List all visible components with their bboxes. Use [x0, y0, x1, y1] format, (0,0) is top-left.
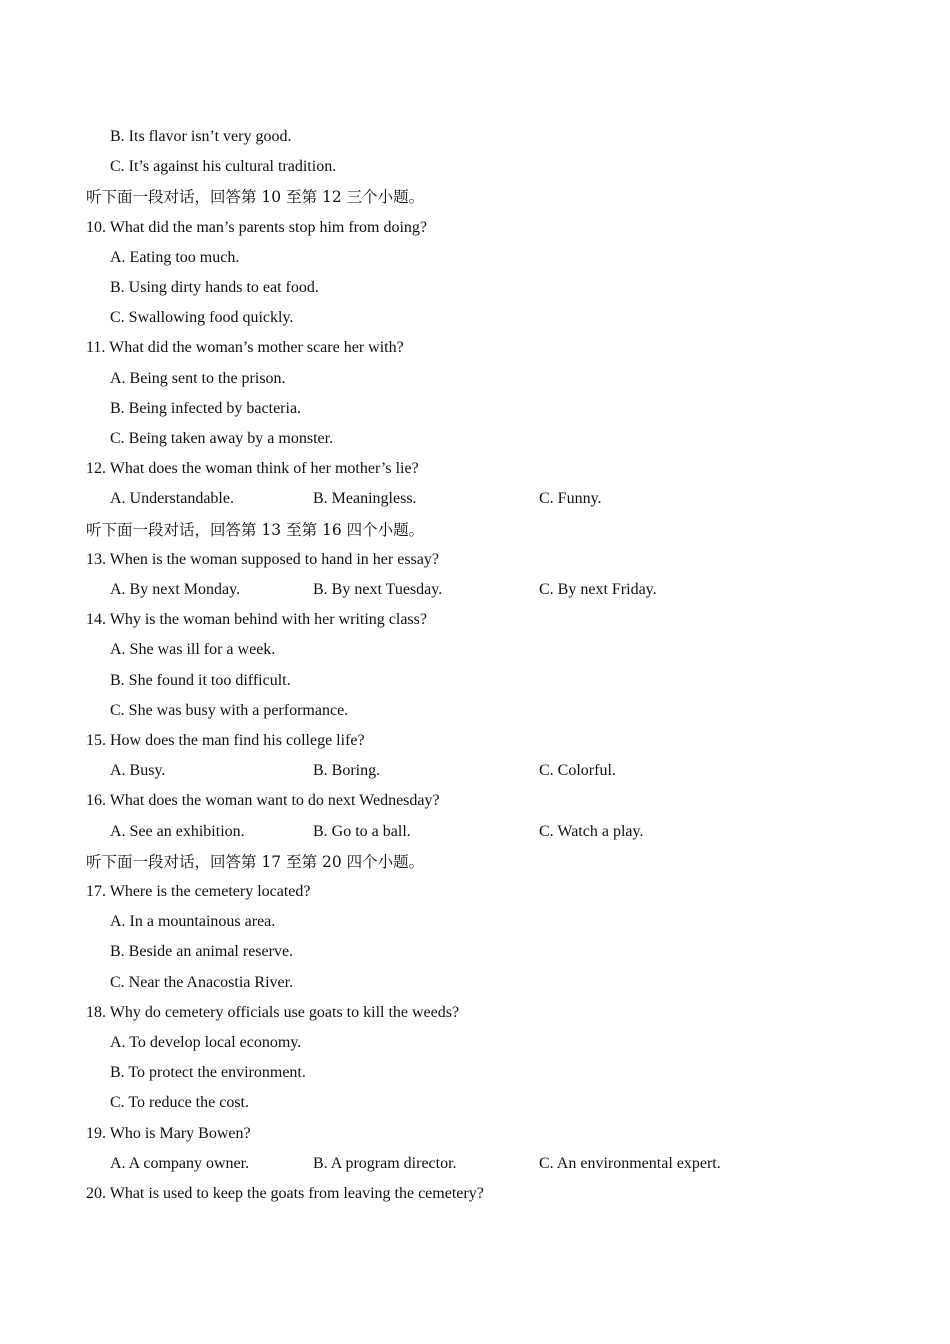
- option-choice: B. A program director.: [313, 1154, 457, 1172]
- question-text: 17. Where is the cemetery located?: [86, 883, 311, 900]
- question-line: [0, 1179, 950, 1209]
- question-text: 15. How does the man find his college life?: [86, 732, 365, 749]
- option-line: [0, 152, 950, 182]
- option-text: C. To reduce the cost.: [110, 1094, 249, 1112]
- option-choice: B. Meaningless.: [313, 490, 417, 508]
- option-line: [0, 635, 950, 665]
- option-text: C. Swallowing food quickly.: [110, 309, 294, 327]
- option-choice: A. A company owner.: [110, 1154, 250, 1172]
- option-choice: B. By next Tuesday.: [313, 581, 443, 598]
- option-text: A. She was ill for a week.: [110, 641, 276, 659]
- option-row: [0, 575, 950, 605]
- option-text: B. She found it too difficult.: [110, 671, 291, 689]
- option-choice: C. Funny.: [539, 490, 602, 508]
- option-text: A. Eating too much.: [110, 248, 240, 266]
- option-text: B. To protect the environment.: [110, 1064, 306, 1082]
- option-row: [0, 817, 950, 847]
- option-text: A. In a mountainous area.: [110, 913, 276, 931]
- option-text: C. It’s against his cultural tradition.: [110, 158, 337, 176]
- question-line: [0, 454, 950, 484]
- section-instruction: 听下面一段对话，回答第 10 至第 12 三个小题。: [86, 188, 425, 207]
- section-instruction: 听下面一段对话，回答第 13 至第 16 四个小题。: [86, 520, 425, 539]
- question-line: [0, 1119, 950, 1149]
- question-text: 11. What did the woman’s mother scare her with?: [86, 339, 404, 357]
- option-text: B. Its flavor isn’t very good.: [110, 128, 292, 145]
- option-choice: C. By next Friday.: [539, 581, 657, 598]
- option-choice: B. Go to a ball.: [313, 822, 411, 840]
- question-text: 14. Why is the woman behind with her writing class?: [86, 611, 427, 629]
- option-choice: C. An environmental expert.: [539, 1154, 721, 1172]
- option-line: [0, 666, 950, 696]
- option-line: [0, 1028, 950, 1058]
- instruction-line: [0, 847, 950, 877]
- option-choice: A. Understandable.: [110, 490, 234, 508]
- question-text: 12. What does the woman think of her mother’s lie?: [86, 460, 419, 478]
- section-instruction: 听下面一段对话，回答第 17 至第 20 四个小题。: [86, 852, 425, 871]
- option-text: C. She was busy with a performance.: [110, 701, 349, 719]
- question-line: [0, 786, 950, 816]
- option-choice: C. Watch a play.: [539, 822, 644, 840]
- option-line: [0, 394, 950, 424]
- option-line: [0, 1058, 950, 1088]
- question-text: 10. What did the man’s parents stop him from doing?: [86, 218, 427, 236]
- option-line: [0, 303, 950, 333]
- option-line: [0, 122, 950, 152]
- option-choice: A. Busy.: [110, 762, 166, 780]
- option-row: [0, 484, 950, 514]
- instruction-line: [0, 182, 950, 212]
- option-text: A. To develop local economy.: [110, 1034, 302, 1051]
- option-line: [0, 364, 950, 394]
- option-text: B. Beside an animal reserve.: [110, 943, 294, 961]
- option-line: [0, 424, 950, 454]
- option-line: [0, 968, 950, 998]
- option-line: [0, 1088, 950, 1118]
- option-text: A. Being sent to the prison.: [110, 369, 286, 387]
- question-line: [0, 213, 950, 243]
- question-text: 18. Why do cemetery officials use goats to kill the weeds?: [86, 1003, 460, 1021]
- option-text: C. Being taken away by a monster.: [110, 430, 334, 447]
- option-choice: A. By next Monday.: [110, 581, 241, 598]
- question-line: [0, 998, 950, 1028]
- instruction-line: [0, 515, 950, 545]
- option-row: [0, 1149, 950, 1179]
- question-line: [0, 333, 950, 363]
- question-text: 20. What is used to keep the goats from leaving the cemetery?: [86, 1185, 484, 1202]
- option-text: B. Being infected by bacteria.: [110, 399, 302, 417]
- question-line: [0, 726, 950, 756]
- option-row: [0, 756, 950, 786]
- option-text: C. Near the Anacostia River.: [110, 973, 294, 991]
- option-line: [0, 696, 950, 726]
- question-line: [0, 877, 950, 907]
- option-text: B. Using dirty hands to eat food.: [110, 279, 319, 296]
- option-line: [0, 243, 950, 273]
- question-text: 16. What does the woman want to do next Wednesday?: [86, 792, 440, 810]
- question-line: [0, 545, 950, 575]
- question-text: 13. When is the woman supposed to hand in her essay?: [86, 550, 439, 568]
- option-line: [0, 907, 950, 937]
- option-line: [0, 937, 950, 967]
- question-line: [0, 605, 950, 635]
- option-line: [0, 273, 950, 303]
- option-choice: A. See an exhibition.: [110, 822, 245, 840]
- option-choice: B. Boring.: [313, 762, 381, 780]
- question-text: 19. Who is Mary Bowen?: [86, 1124, 251, 1142]
- option-choice: C. Colorful.: [539, 762, 616, 780]
